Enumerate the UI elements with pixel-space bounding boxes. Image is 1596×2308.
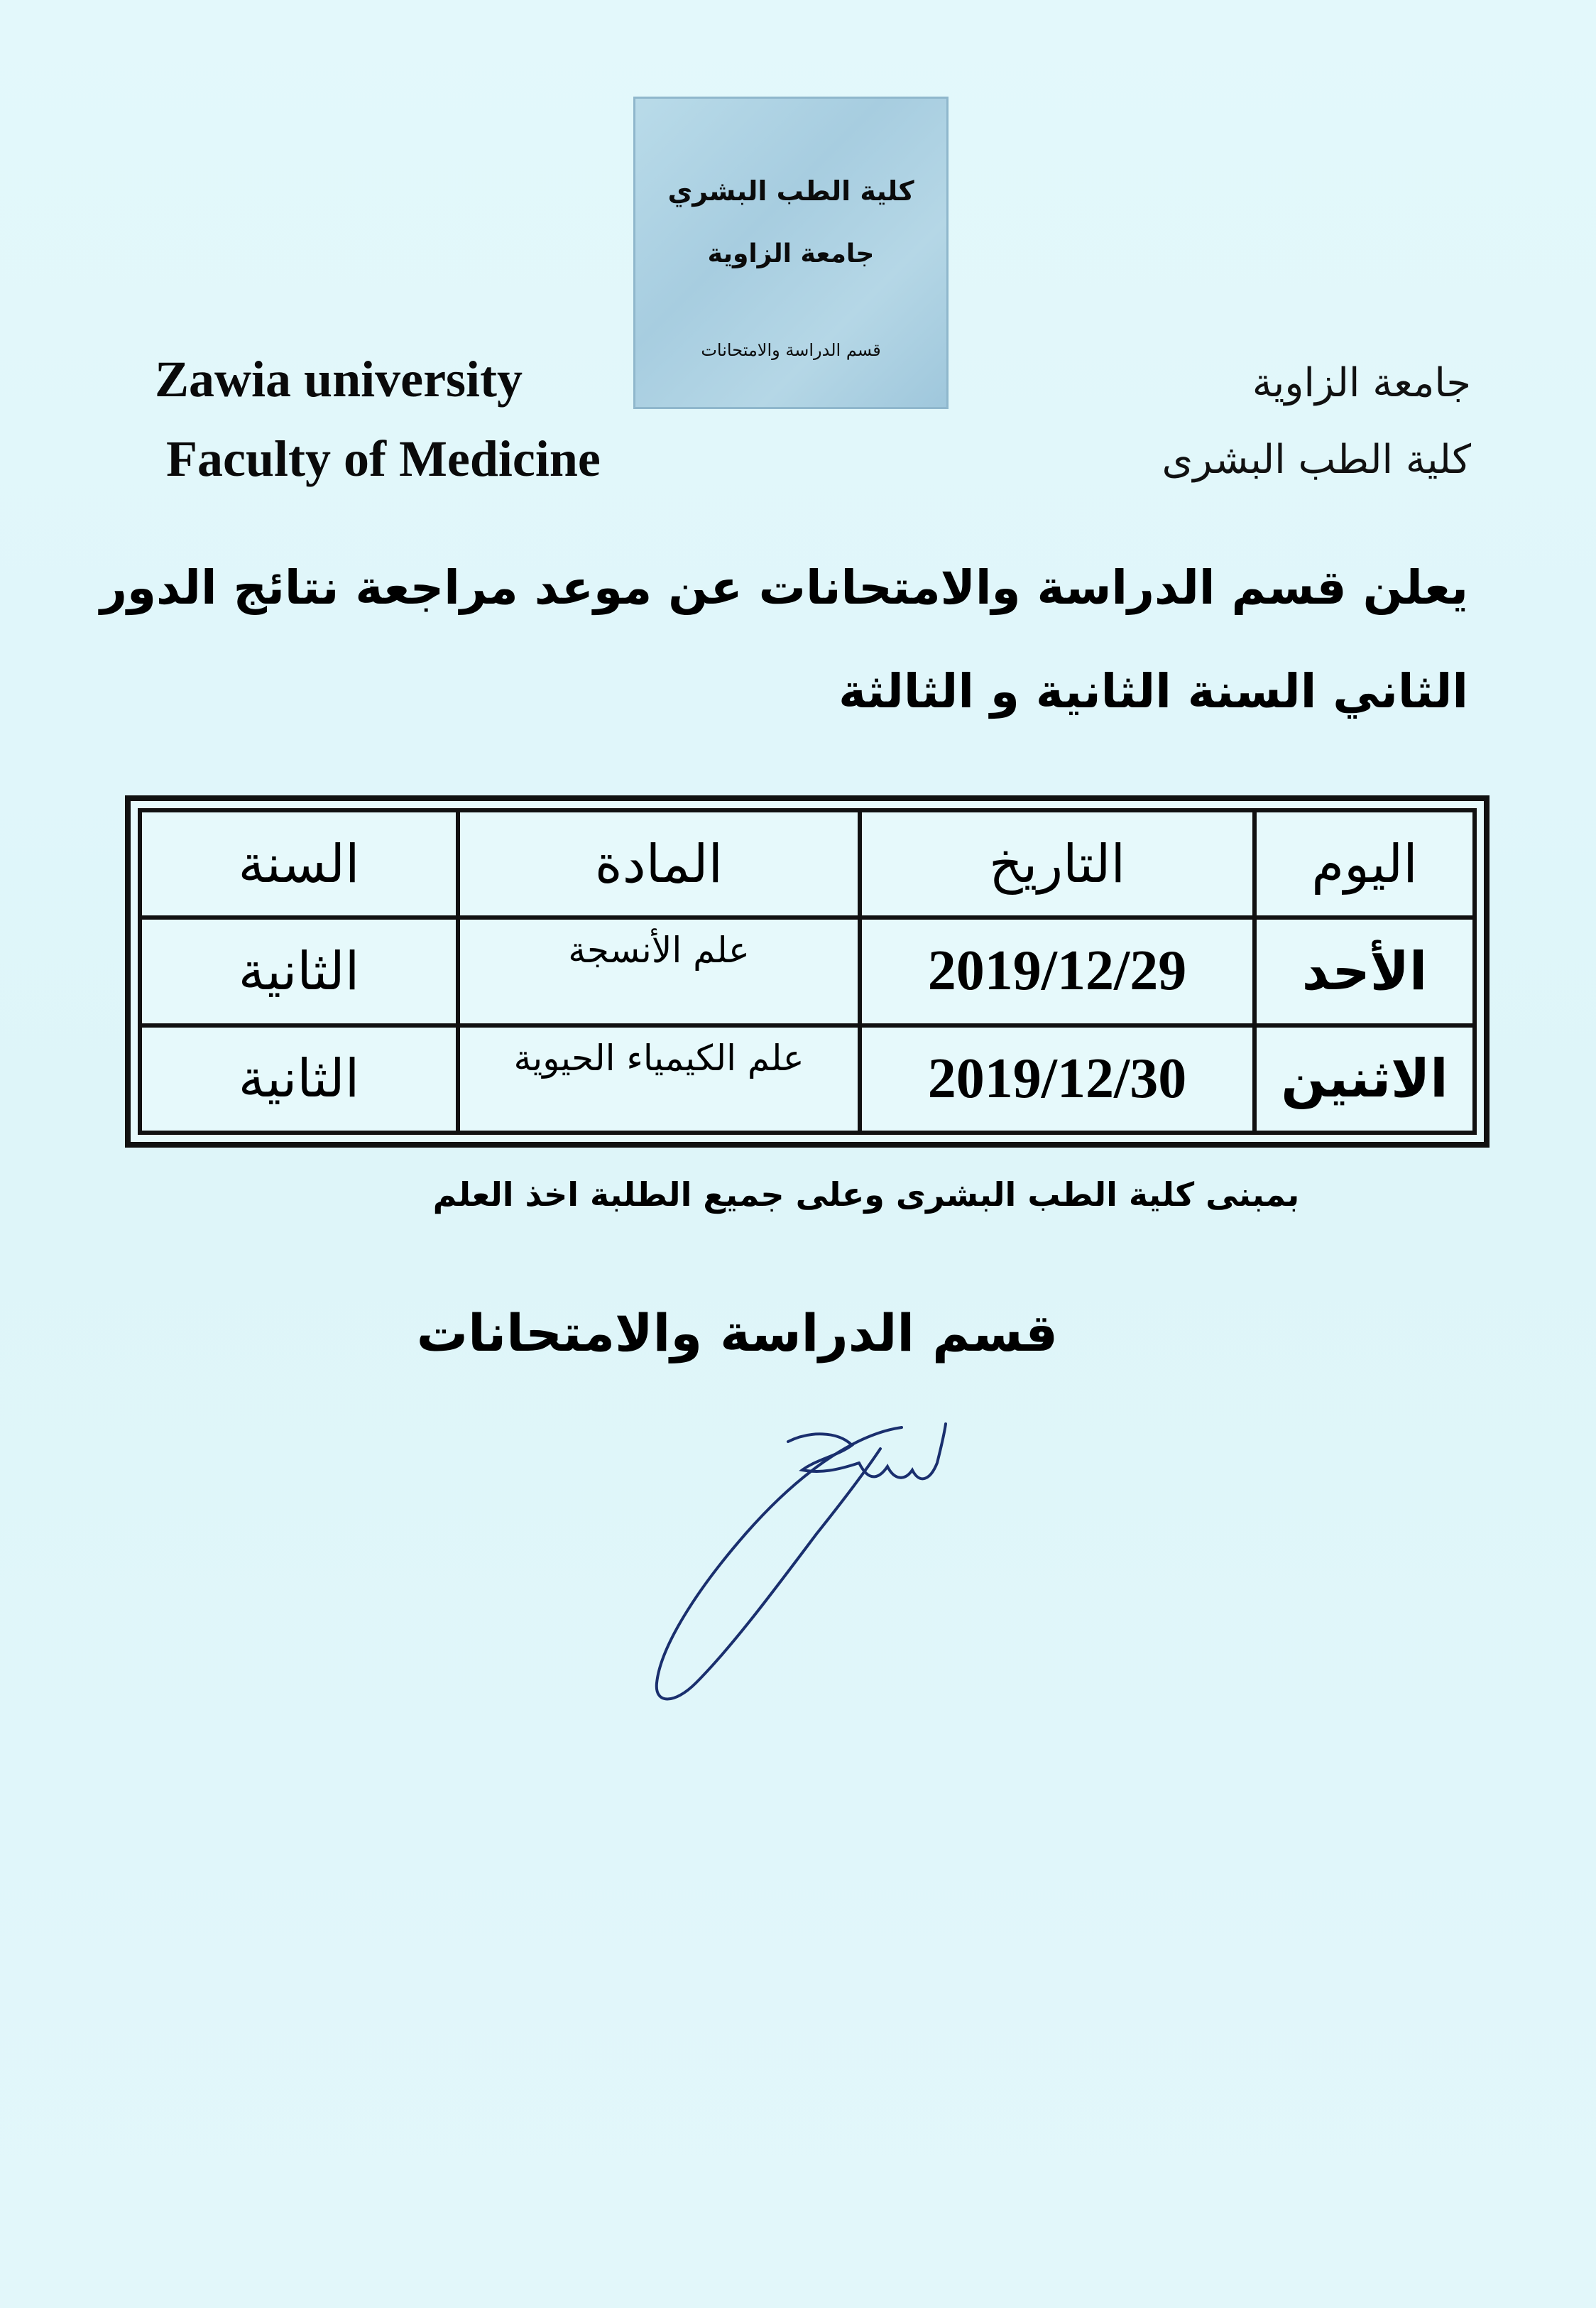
english-faculty-name: Faculty of Medicine — [166, 430, 601, 487]
arabic-faculty-name: كلية الطب البشرى — [1162, 437, 1471, 483]
schedule-table — [125, 795, 1490, 1148]
row-1-day: الأحد — [1255, 918, 1475, 1025]
logo-department-name: قسم الدراسة والامتحانات — [701, 340, 881, 360]
header-year: السنة — [140, 810, 458, 918]
announcement-line-1: يعلن قسم الدراسة والامتحانات عن موعد مراجعة نتائج الدور — [100, 560, 1468, 615]
faculty-logo-stamp — [633, 97, 949, 409]
row-2-date: 2019/12/30 — [860, 1025, 1255, 1133]
english-university-name: Zawia university — [155, 351, 523, 408]
logo-faculty-name: كلية الطب البشري — [667, 175, 914, 207]
row-2-subject: علم الكيمياء الحيوية — [458, 1025, 860, 1133]
handwritten-signature — [625, 1392, 1022, 1719]
row-2-day: الاثنين — [1255, 1025, 1475, 1133]
header-day: اليوم — [1255, 810, 1475, 918]
row-1-subject: علم الأنسجة — [458, 918, 860, 1025]
announcement-line-2: الثاني السنة الثانية و الثالثة — [838, 664, 1468, 719]
location-note: بمبنى كلية الطب البشرى وعلى جميع الطلبة اخذ العلم — [432, 1175, 1300, 1214]
department-signature-title: قسم الدراسة والامتحانات — [416, 1303, 1058, 1363]
row-1-date: 2019/12/29 — [860, 918, 1255, 1025]
schedule-grid — [138, 808, 1477, 1135]
header-subject: المادة — [458, 810, 860, 918]
arabic-university-name: جامعة الزاوية — [1252, 360, 1471, 406]
row-2-year: الثانية — [140, 1025, 458, 1133]
header-date: التاريخ — [860, 810, 1255, 918]
row-1-year: الثانية — [140, 918, 458, 1025]
arabic-header — [1162, 360, 1471, 483]
announcement-text — [100, 560, 1468, 719]
logo-university-name: جامعة الزاوية — [707, 239, 875, 268]
